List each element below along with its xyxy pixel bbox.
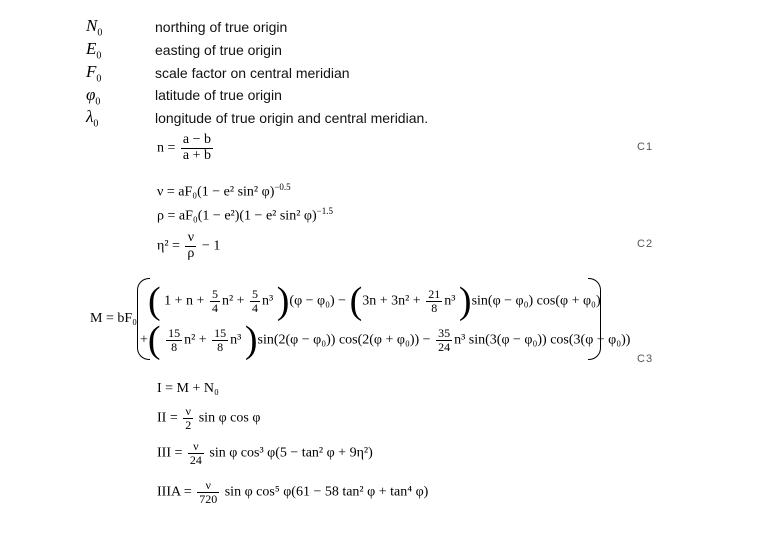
fraction-n: $\frac{a - b}{a + b}$ xyxy=(182,132,212,163)
equation-iiia: IIIA = $\frac{\nu}{720}$ sin φ cos⁵ φ(61 − 58 tan² φ + tan⁴ φ) xyxy=(157,478,429,506)
definition-phi0: latitude of true origin xyxy=(155,87,282,103)
equation-ii: II = $\frac{\nu}{2}$ sin φ cos φ xyxy=(157,404,261,432)
equation-m-row1: ( 1 + n + $\frac{5}{4}$ n² + $\frac{5}{4}$ n³ )(φ − φ₀) − (3n + 3n² + $\frac{21}{8}$ n³ )sin(φ − φ₀) cos(φ + φ₀) xyxy=(148,280,601,322)
equation-nu: ν = aF₀(1 − e² sin² φ)$^{-0.5}$ xyxy=(157,182,291,200)
equation-n xyxy=(157,133,215,163)
equation-eta: η² = $\frac{\nu}{\rho}$ − 1 xyxy=(157,230,221,261)
label-c3: C3 xyxy=(637,353,654,365)
definition-n0: northing of true origin xyxy=(155,19,288,35)
equation-iii: III = $\frac{\nu}{24}$ sin φ cos³ φ(5 − tan² φ + 9η²) xyxy=(157,439,373,467)
symbol-f0: $F_0$ xyxy=(86,62,102,85)
equation-m-lhs: M = bF₀ xyxy=(90,311,138,326)
symbol-n0: $N_0$ xyxy=(86,16,103,39)
label-c1: C1 xyxy=(637,141,654,153)
symbol-phi0: $\varphi_0$ xyxy=(86,85,101,108)
symbol-e0: $E_0$ xyxy=(86,39,102,62)
equation-m-row2: +( $\frac{15}{8}$ n² + $\frac{15}{8}$ n³ )sin(2(φ − φ₀)) cos(2(φ + φ₀)) − $\frac{35}{24}$ n³ sin(3(φ − φ₀)) cos(3(φ + φ₀)) xyxy=(140,319,631,361)
eq-n-lhs: n = xyxy=(157,140,176,156)
equation-i: I = M + N₀ xyxy=(157,381,219,396)
definition-f0: scale factor on central meridian xyxy=(155,65,350,81)
equation-rho: ρ = aF₀(1 − e²)(1 − e² sin² φ)$^{-1.5}$ xyxy=(157,206,333,224)
symbol-lambda0: $\lambda_0$ xyxy=(86,107,99,130)
label-c2: C2 xyxy=(637,238,654,250)
definition-e0: easting of true origin xyxy=(155,42,282,58)
definition-lambda0: longitude of true origin and central meridian. xyxy=(155,110,429,126)
